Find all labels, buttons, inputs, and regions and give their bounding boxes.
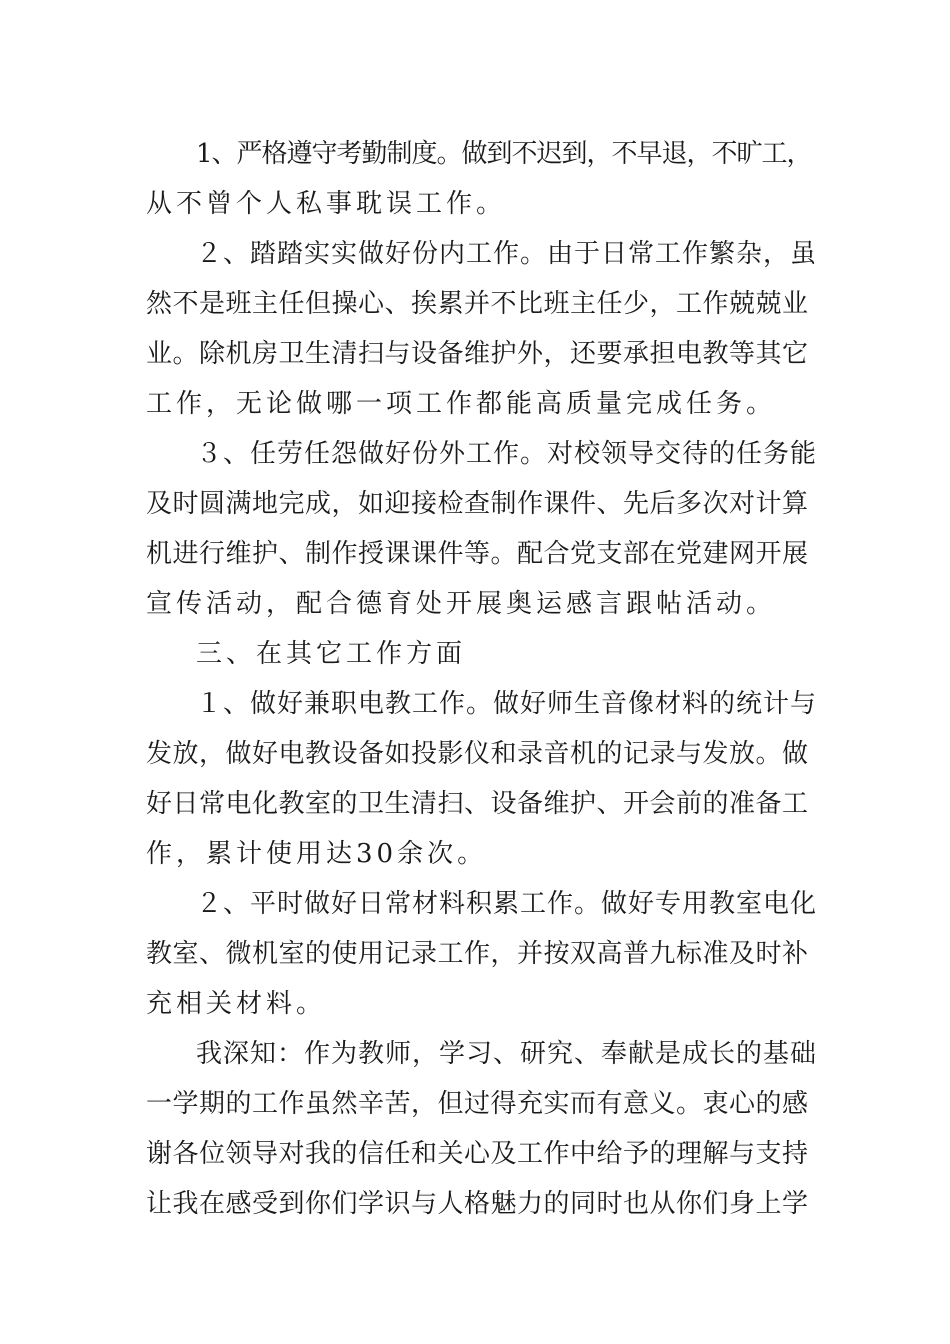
text-line: 及时圆满地完成，如迎接检查制作课件、先后多次对计算 [146,489,809,519]
text-line: 从不曾个人私事耽误工作。 [146,189,507,219]
text-line: 好日常电化教室的卫生清扫、设备维护、开会前的准备工 [146,789,809,819]
text-line: 让我在感受到你们学识与人格魅力的同时也从你们身上学 [146,1189,809,1219]
text-line: 然不是班主任但操心、挨累并不比班主任少，工作兢兢业 [146,289,809,319]
text-line: ２、踏踏实实做好份内工作。由于日常工作繁杂，虽 [196,239,818,269]
text-line: 我深知：作为教师，学习、研究、奉献是成长的基础 [196,1039,818,1069]
text-line: 充相关材料。 [146,989,327,1019]
text-line: 发放，做好电教设备如投影仪和录音机的记录与发放。做 [146,739,809,769]
text-line: １、做好兼职电教工作。做好师生音像材料的统计与 [196,689,818,719]
text-line: 机进行维护、制作授课课件等。配合党支部在党建网开展 [146,539,809,569]
text-line: 工作，无论做哪一项工作都能高质量完成任务。 [146,389,777,419]
text-line: 业。除机房卫生清扫与设备维护外，还要承担电教等其它 [146,339,809,369]
section-heading: 三、在其它工作方面 [196,639,467,669]
text-line: 宣传活动，配合德育处开展奥运感言跟帖活动。 [146,589,777,619]
text-line: ３、任劳任怨做好份外工作。对校领导交待的任务能 [196,439,818,469]
text-line: 谢各位领导对我的信任和关心及工作中给予的理解与支持 [146,1139,809,1169]
text-line: 一学期的工作虽然辛苦，但过得充实而有意义。衷心的感 [146,1089,809,1119]
text-line: 作，累计使用达30余次。 [146,839,488,869]
text-line: 1、严格遵守考勤制度。做到不迟到，不早退，不旷工， [196,139,812,169]
text-line: 教室、微机室的使用记录工作，并按双高普九标准及时补 [146,939,809,969]
text-line: ２、平时做好日常材料积累工作。做好专用教室电化 [196,889,818,919]
